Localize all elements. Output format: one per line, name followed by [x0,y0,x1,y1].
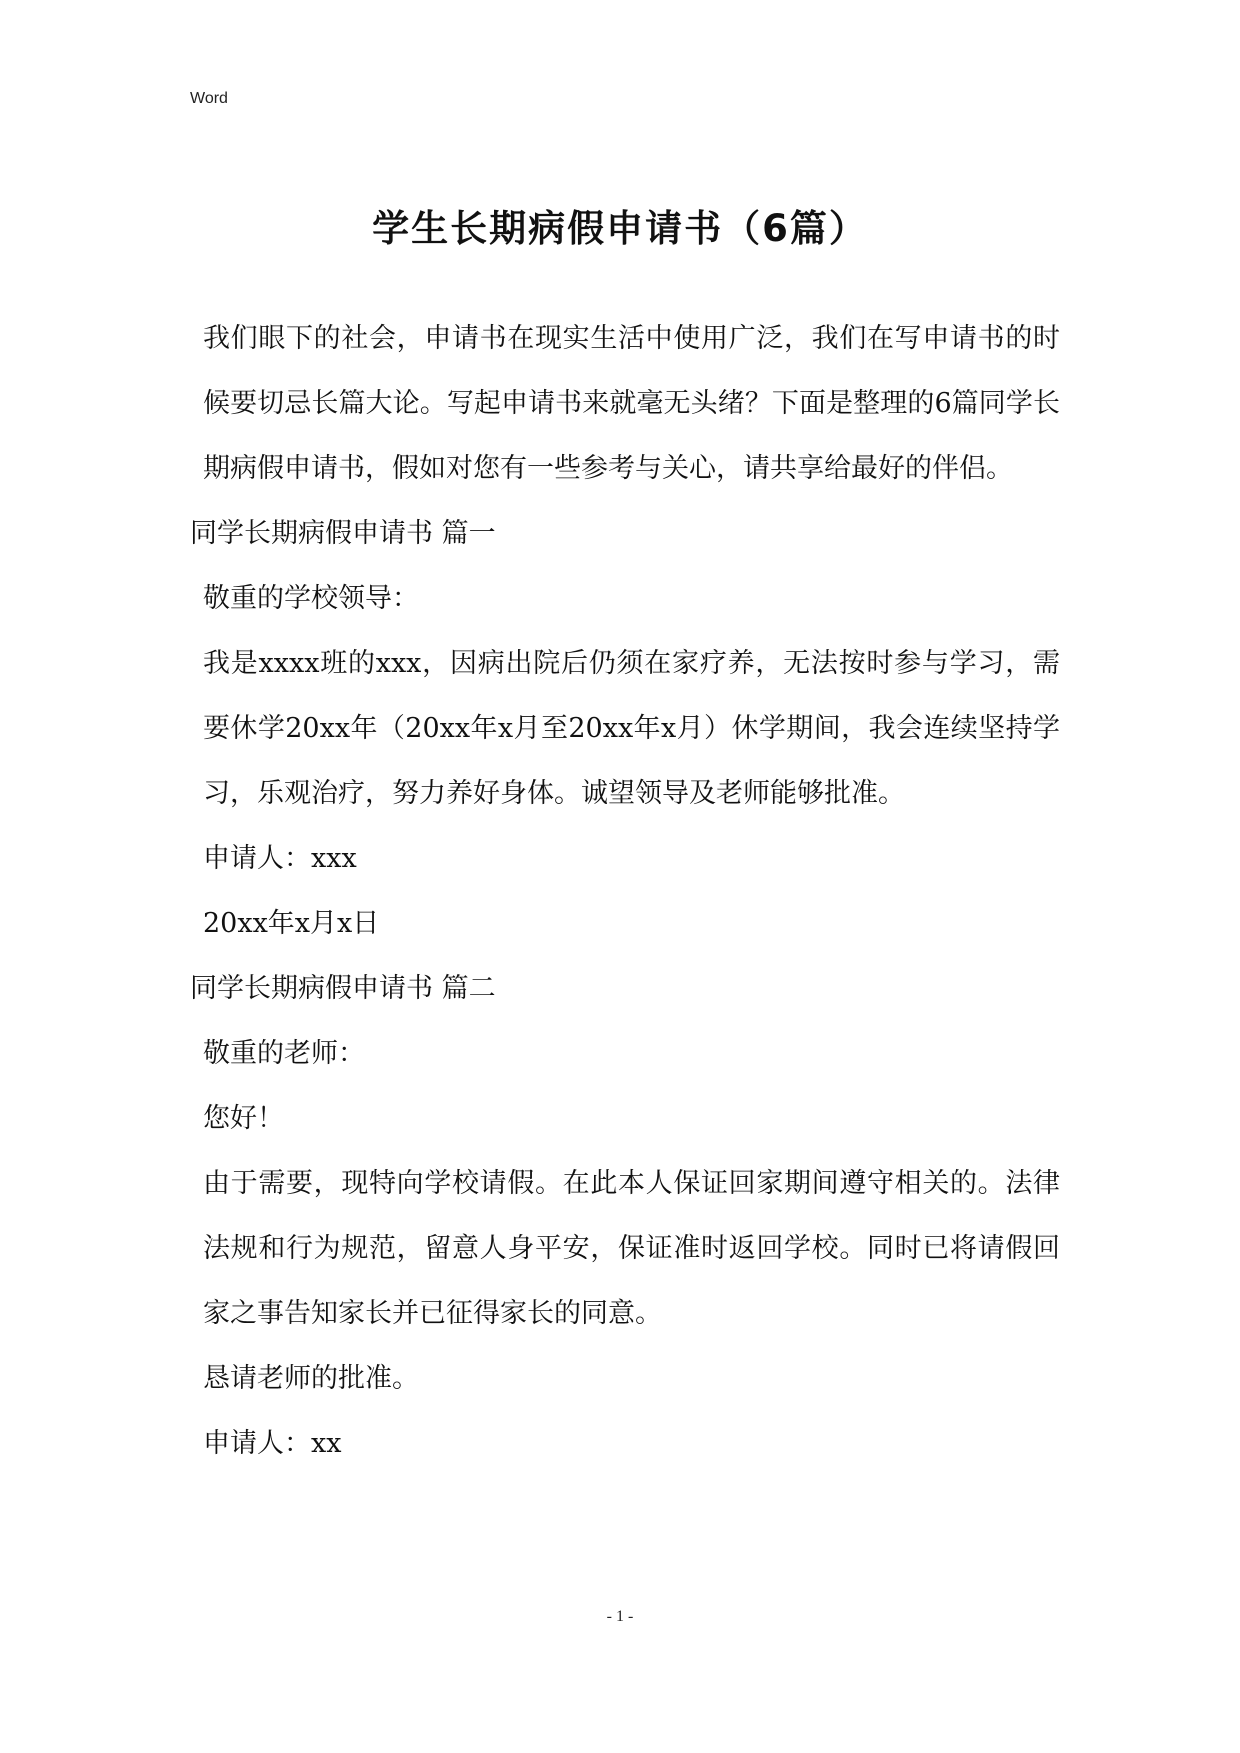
section-heading-2: 同学长期病假申请书 篇二 [190,973,496,1004]
header-label: Word [190,90,228,107]
document-title: 学生长期病假申请书（6篇） [372,207,868,250]
applicant-line-2: 申请人：xx [203,1428,342,1459]
salutation-2: 敬重的老师： [203,1038,365,1069]
greeting-2: 您好！ [203,1103,284,1134]
paragraph-intro: 我们眼下的社会，申请书在现实生活中使用广泛，我们在写申请书的时候要切忌长篇大论。写起申请书来就毫无头绪？下面是整理的6篇同学长期病假申请书，假如对您有一些参考与关心，请共享给最好的伴侣。 [203,323,1060,484]
request-line-2: 恳请老师的批准。 [203,1363,419,1394]
page-number: - 1 - [606,1608,634,1625]
section-heading-1: 同学长期病假申请书 篇一 [190,518,496,549]
paragraph-body-2: 由于需要，现特向学校请假。在此本人保证回家期间遵守相关的。法律法规和行为规范，留意人身平安，保证准时返回学校。同时已将请假回家之事告知家长并已征得家长的同意。 [203,1168,1060,1329]
applicant-line-1: 申请人：xxx [203,843,357,874]
date-line-1: 20xx年x月x日 [203,908,380,939]
salutation-1: 敬重的学校领导： [203,583,419,614]
document-body [190,306,1060,1476]
paragraph-body-1: 我是xxxx班的xxx，因病出院后仍须在家疗养，无法按时参与学习，需要休学20xx年（20xx年x月至20xx年x月）休学期间，我会连续坚持学习，乐观治疗，努力养好身体。诚望领导及老师能够批准。 [203,648,1060,809]
